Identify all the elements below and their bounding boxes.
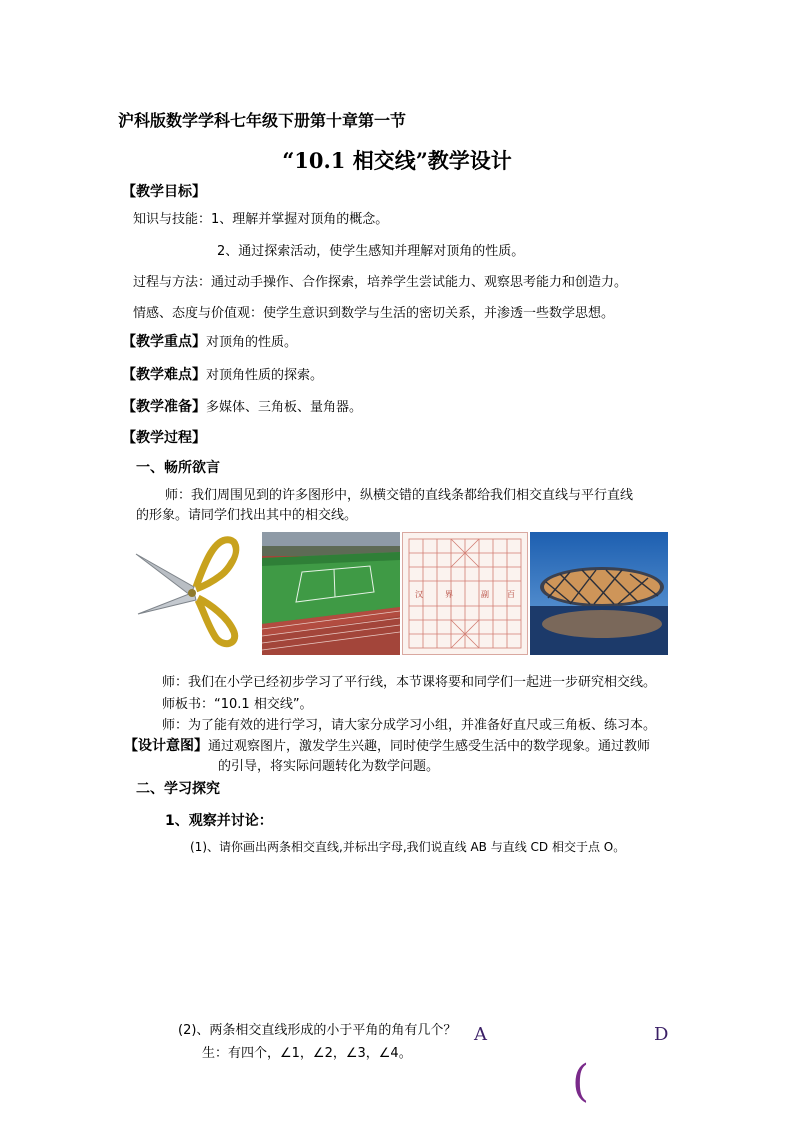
section-2-heading: 二、学习探究 — [136, 781, 220, 797]
key-point-text: 对顶角的性质。 — [206, 335, 298, 350]
key-point-heading: 【教学重点】 — [122, 334, 206, 350]
point-label-d: D — [654, 1024, 669, 1045]
key-point-row — [122, 331, 297, 351]
goals-heading: 【教学目标】 — [122, 184, 206, 200]
stadium-image — [262, 532, 400, 655]
sub-1-heading: 1、观察并讨论： — [165, 813, 273, 829]
goal-emotion: 情感、态度与价值观：使学生意识到数学与生活的密切关系，并渗透一些数学思想。 — [133, 306, 615, 321]
intent-line-1: 通过观察图片，激发学生兴趣，同时使学生感受生活中的数学现象。通过教师 — [208, 739, 651, 754]
preparation-row — [122, 396, 362, 416]
intent-row — [124, 735, 650, 755]
intent-line-2: 的引导，将实际问题转化为数学问题。 — [218, 759, 440, 774]
document-subtitle: 沪科版数学学科七年级下册第十章第一节 — [118, 111, 407, 130]
para-1-line-2: 的形象。请同学们找出其中的相交线。 — [136, 508, 358, 523]
birds-nest-stadium-image — [530, 532, 668, 655]
grid-char-1: 汉 — [415, 590, 423, 599]
scissors-image — [130, 532, 255, 652]
preparation-heading: 【教学准备】 — [122, 399, 206, 415]
difficulty-row — [122, 364, 323, 384]
preparation-text: 多媒体、三角板、量角器。 — [206, 400, 363, 415]
angle-arc-mark: ( — [572, 1056, 590, 1107]
document-title: “10.1 相交线”教学设计 — [282, 148, 512, 173]
goal-process: 过程与方法：通过动手操作、合作探索，培养学生尝试能力、观察思考能力和创造力。 — [133, 275, 628, 290]
grid-char-4: 百 — [507, 590, 515, 599]
point-label-a: A — [474, 1024, 487, 1045]
para-4: 师：为了能有效的进行学习，请大家分成学习小组，并准备好直尺或三角板、练习本。 — [162, 718, 657, 733]
goal-knowledge-1: 知识与技能：1、理解并掌握对顶角的概念。 — [133, 212, 389, 227]
para-1-line-1: 师：我们周围见到的许多图形中，纵横交错的直线条都给我们相交直线与平行直线 — [165, 488, 634, 503]
para-3: 师板书：“10.1 相交线”。 — [162, 697, 313, 712]
para-2: 师：我们在小学已经初步学习了平行线，本节课将要和同学们一起进一步研究相交线。 — [162, 675, 657, 690]
difficulty-text: 对顶角性质的探索。 — [206, 368, 324, 383]
goal-knowledge-2: 2、通过探索活动，使学生感知并理解对顶角的性质。 — [217, 244, 525, 259]
question-2: (2)、两条相交直线形成的小于平角的角有几个？ — [178, 1023, 457, 1038]
process-heading: 【教学过程】 — [122, 430, 206, 446]
section-1-heading: 一、畅所欲言 — [136, 460, 220, 476]
question-1: (1)、请你画出两条相交直线,并标出字母,我们说直线 AB 与直线 CD 相交于点 O。 — [190, 840, 626, 854]
intent-heading: 【设计意图】 — [124, 738, 208, 754]
grid-char-3: 副 — [481, 590, 489, 599]
difficulty-heading: 【教学难点】 — [122, 367, 206, 383]
answer-2: 生：有四个，∠1，∠2，∠3，∠4。 — [202, 1046, 412, 1061]
grid-char-2: 界 — [445, 590, 453, 599]
chess-grid-image — [402, 532, 528, 655]
